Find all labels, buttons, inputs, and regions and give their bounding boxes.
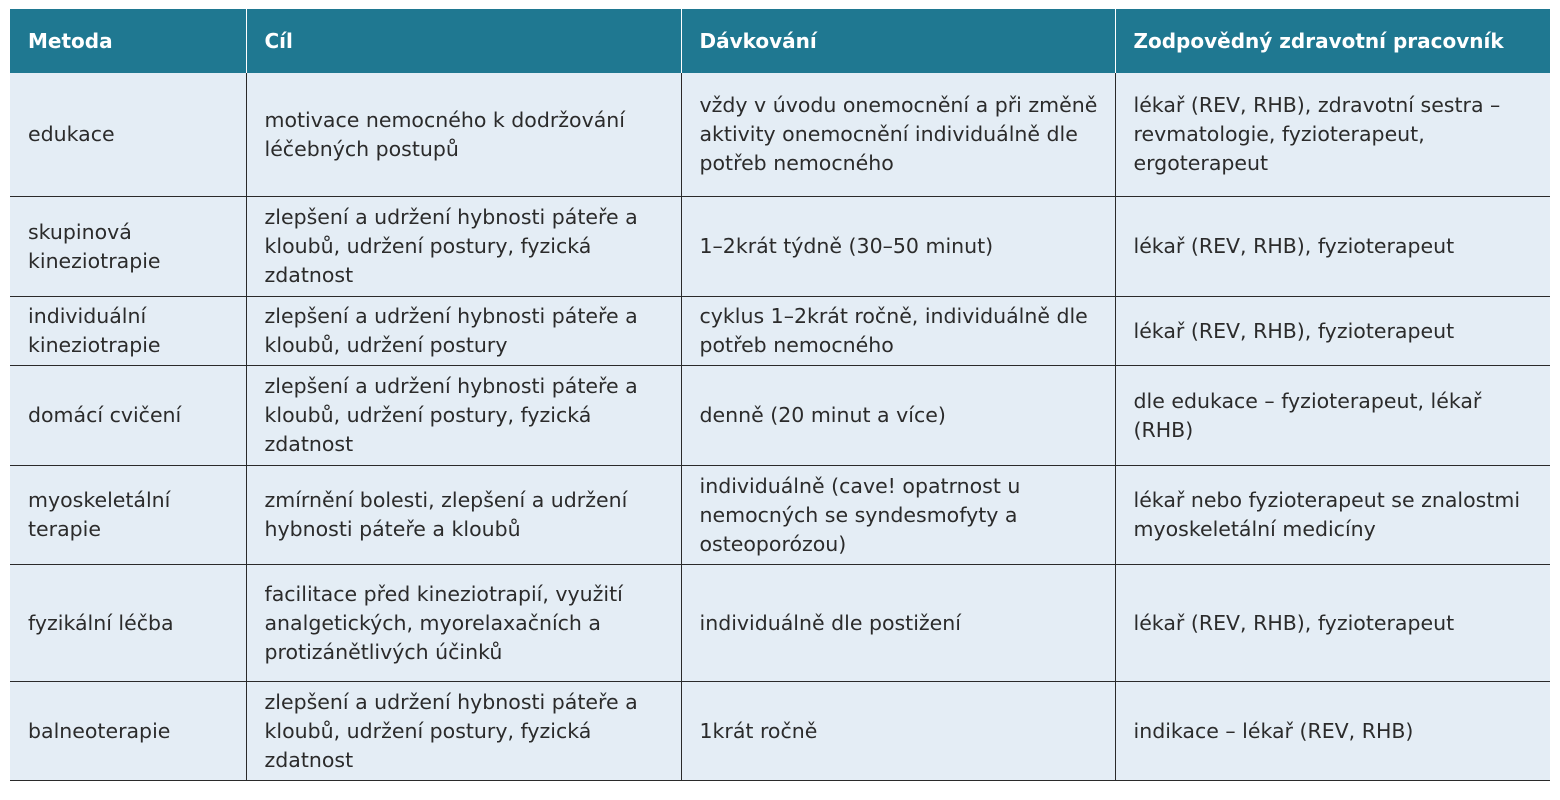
cell-dosage: vždy v úvodu onemocnění a při změně aktivity onemocnění individuálně dle potřeb nemocného	[681, 73, 1115, 197]
cell-responsible: lékař nebo fyzioterapeut se znalostmi myoskeletální medicíny	[1115, 466, 1550, 565]
cell-method: balneoterapie	[10, 682, 246, 781]
cell-method: domácí cvičení	[10, 366, 246, 466]
cell-goal: motivace nemocného k dodržování léčebných postupů	[246, 73, 681, 197]
table-wrapper	[10, 9, 1550, 781]
table-row	[10, 565, 1550, 682]
cell-method: fyzikální léčba	[10, 565, 246, 682]
cell-dosage: 1krát ročně	[681, 682, 1115, 781]
cell-goal: zmírnění bolesti, zlepšení a udržení hybnosti páteře a kloubů	[246, 466, 681, 565]
cell-dosage: cyklus 1–2krát ročně, individuálně dle potřeb nemocného	[681, 297, 1115, 366]
cell-responsible: lékař (REV, RHB), fyzioterapeut	[1115, 565, 1550, 682]
cell-responsible: lékař (REV, RHB), zdravotní sestra – revmatologie, fyzioterapeut, ergoterapeut	[1115, 73, 1550, 197]
cell-method: myoskeletální terapie	[10, 466, 246, 565]
header-zodpovedny-pracovnik: Zodpovědný zdravotní pracovník	[1115, 9, 1550, 73]
cell-responsible: dle edukace – fyzioterapeut, lékař (RHB)	[1115, 366, 1550, 466]
cell-goal: zlepšení a udržení hybnosti páteře a kloubů, udržení postury, fyzická zdatnost	[246, 366, 681, 466]
cell-dosage: denně (20 minut a více)	[681, 366, 1115, 466]
table-row	[10, 682, 1550, 781]
table-row	[10, 466, 1550, 565]
cell-method: edukace	[10, 73, 246, 197]
cell-dosage: individuálně (cave! opatrnost u nemocných se syndesmofyty a osteoporózou)	[681, 466, 1115, 565]
cell-method: individuální kineziotrapie	[10, 297, 246, 366]
header-davkovani: Dávkování	[681, 9, 1115, 73]
table-row	[10, 197, 1550, 297]
cell-goal: zlepšení a udržení hybnosti páteře a kloubů, udržení postury	[246, 297, 681, 366]
table-header-row	[10, 9, 1550, 73]
cell-method: skupinová kineziotrapie	[10, 197, 246, 297]
cell-responsible: lékař (REV, RHB), fyzioterapeut	[1115, 197, 1550, 297]
cell-dosage: individuálně dle postižení	[681, 565, 1115, 682]
rehabilitation-methods-table	[10, 9, 1550, 781]
header-cil: Cíl	[246, 9, 681, 73]
cell-goal: facilitace před kineziotrapií, využití analgetických, myorelaxačních a protizánětlivých účinků	[246, 565, 681, 682]
cell-responsible: lékař (REV, RHB), fyzioterapeut	[1115, 297, 1550, 366]
cell-dosage: 1–2krát týdně (30–50 minut)	[681, 197, 1115, 297]
cell-responsible: indikace – lékař (REV, RHB)	[1115, 682, 1550, 781]
cell-goal: zlepšení a udržení hybnosti páteře a kloubů, udržení postury, fyzická zdatnost	[246, 197, 681, 297]
cell-goal: zlepšení a udržení hybnosti páteře a kloubů, udržení postury, fyzická zdatnost	[246, 682, 681, 781]
table-row	[10, 73, 1550, 197]
table-row	[10, 297, 1550, 366]
table-row	[10, 366, 1550, 466]
header-metoda: Metoda	[10, 9, 246, 73]
